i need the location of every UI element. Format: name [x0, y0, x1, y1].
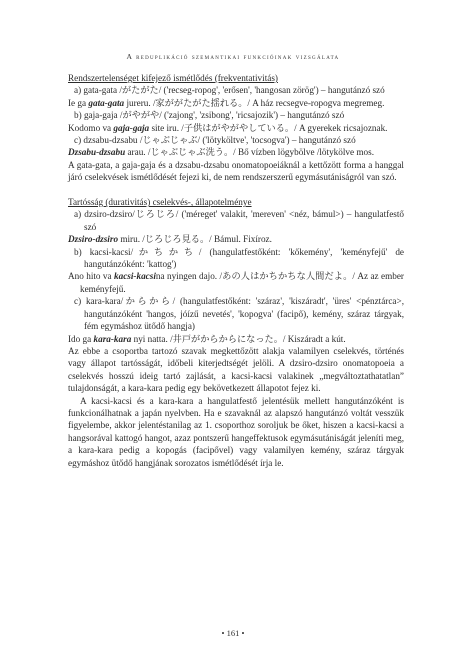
section-gap — [68, 184, 404, 196]
section2-heading: Tartósság (durativitás) cselekvés-, állapotelménye — [68, 197, 252, 208]
section1-heading: Rendszertelenséget kifejező ismétlődés (frekventativitás) — [68, 73, 278, 83]
section2-example-a: Dzsiro-dzsiro miru. /じろじろ見る。/ Bámul. Fixíroz. — [68, 234, 272, 245]
section2-item-c: c) kara-kara/からから/ (hangulatfestőként: 'száraz', 'kiszáradt', 'üres' <pénztárca>, hangutánzóként 'hangos, jóízű nevetés', 'kopogva' (facipő), kemény, száraz tárgyak, fém egymáshoz ütődő hangja) — [74, 296, 404, 332]
section1-item-a: a) gata-gata /がたがた/ ('recseg-ropog', 'erősen', 'hangosan zörög') – hangutánzó szó — [74, 85, 385, 96]
section1-item-c: c) dzsabu-dzsabu /じゃぶじゃぶ/ ('lötyköltve', 'tocsogva') – hangutánzó szó — [74, 135, 356, 146]
body-text — [68, 72, 404, 469]
section2-example-c: Ido ga kara-kara nyi natta. /井戸がからからになった。/ Kiszáradt a kút. — [68, 333, 346, 344]
running-header: A reduplikáció szemantikai funkcióinak vizsgálata — [126, 52, 340, 61]
section1-item-b: b) gaja-gaja /がやがや/ ('zajong', 'zsibong', 'ricsajozik') – hangutánzó szó — [74, 110, 345, 121]
page-number: • 161 • — [221, 628, 245, 638]
section2-item-a: a) dzsiro-dzsiro/じろじろ/ ('méreget' valakit, 'mereven' <néz, bámul>) – hangulatfestő szó — [74, 209, 404, 232]
section1-summary: A gata-gata, a gaja-gaja és a dzsabu-dzsabu onomatopoeiáknál a kettőzött forma a hanggal járó cselekvések ismétlődését fejezi ki, de nem rendszerszerű egymásutániságról van szó. — [68, 159, 404, 183]
section1-example-b: Kodomo va gaja-gaja site iru. /子供はがやがやしている。/ A gyerekek ricsajoznak. — [68, 122, 388, 133]
section2-paragraph-2: A kacsi-kacsi és a kara-kara a hangulatfestő jelentésük mellett hangutánzóként is funkcionálhatnak a japán nyelvben. Ha e szavaknál az alapszó hangutánzó voltát vesszük figyelembe, akkor jelentéstanilag az 1. csoporthoz soroljuk be őket, hiszen a kacsi-kacsi a hangsorával kattogó hangot, azaz pontszerű hangeffektusok egymásutániságát jeleníti meg, a kara-kara pedig a kopogás (facipővel) vagy valamilyen kemény, száraz tárgyak egymáshoz ütődő hangjának sorozatos ismétlődését írja le. — [68, 395, 404, 468]
section1-example-c: Dzsabu-dzsabu arau. /じゃぶじゃぶ洗う。/ Bő vízben lögybölve /lötykölve mos. — [68, 147, 374, 158]
section1-example-a: Ie ga gata-gata jureru. /家ががたがた揺れる。/ A ház recsegve-ropogva megremeg. — [68, 97, 385, 108]
section2-paragraph-1: Az ebbe a csoportba tartozó szavak megkettőzött alakja valamilyen cselekvés, történés vagy állapot tartósságát, időbeli kiterjedtségét jelöli. A dzsiro-dzsiro onomatopoeia a cselekvés hosszú ideig tartó zajlását, a kacsi-kacsi valakinek „megváltoztathatatlan” tulajdonságát, a kara-kara pedig egy bekövetkezett állapotot fejez ki. — [68, 345, 404, 394]
section2-example-b: Ano hito va kacsi-kacsina nyingen dajo. /あの人はかちかちな人間だよ。/ Az az ember keményfejű. — [68, 271, 404, 294]
section2-item-b: b) kacsi-kacsi/かちかち/ (hangulatfestőként: 'kőkemény', 'keményfejű' de hangutánzóként: 'kattog') — [74, 246, 404, 270]
